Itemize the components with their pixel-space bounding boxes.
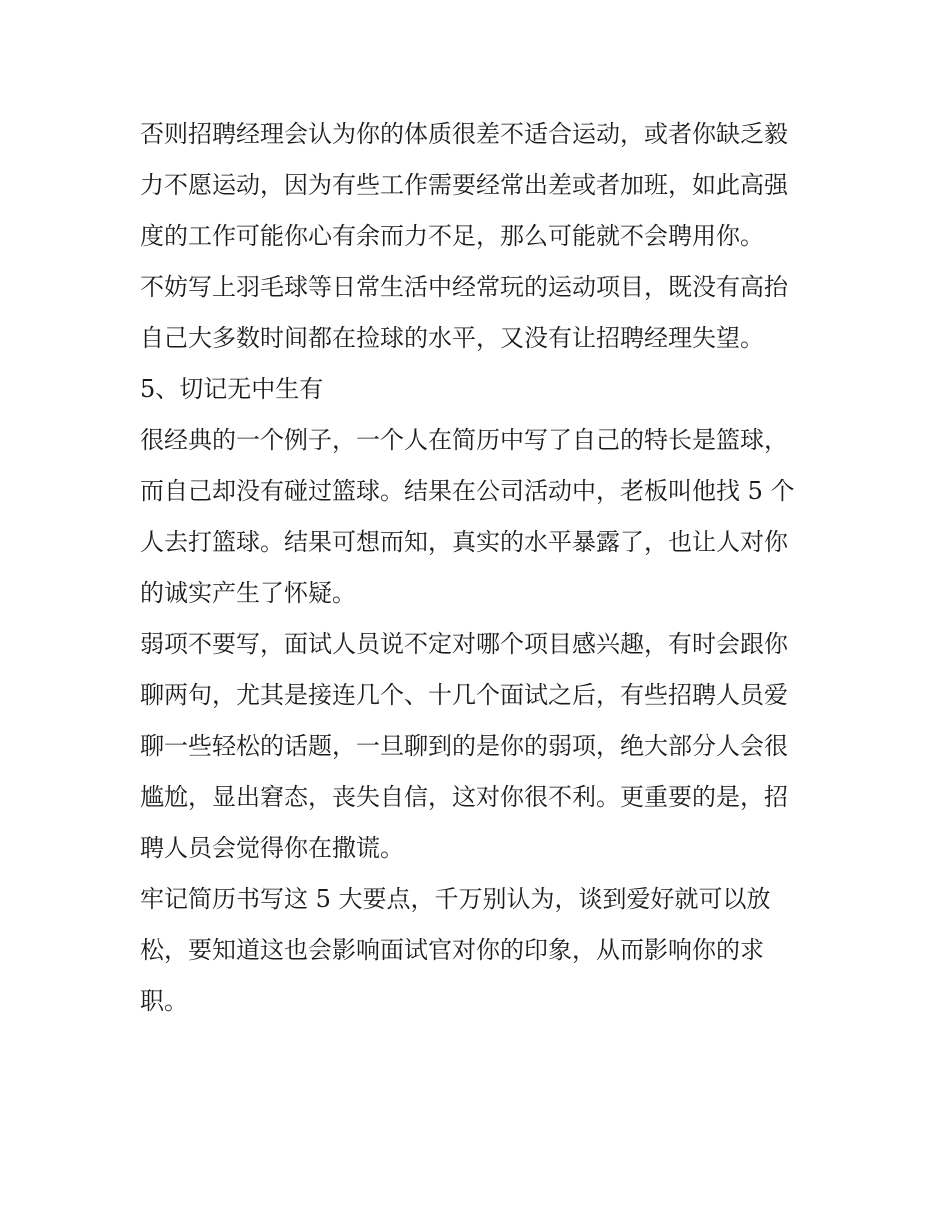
text-line: 聘人员会觉得你在撒谎。 [140, 834, 404, 862]
text-line: 弱项不要写，面试人员说不定对哪个项目感兴趣，有时会跟你 [140, 630, 788, 658]
text-line: 而自己却没有碰过篮球。结果在公司活动中，老板叫他找 5 个 [140, 477, 795, 505]
text-line: 聊两句，尤其是接连几个、十几个面试之后，有些招聘人员爱 [140, 681, 788, 709]
text-line: 职。 [140, 987, 188, 1015]
text-line: 度的工作可能你心有余而力不足，那么可能就不会聘用你。 [140, 222, 764, 250]
text-line: 不妨写上羽毛球等日常生活中经常玩的运动项目，既没有高抬 [140, 273, 788, 301]
text-line: 否则招聘经理会认为你的体质很差不适合运动，或者你缺乏毅 [140, 120, 788, 148]
text-line: 牢记简历书写这 5 大要点，千万别认为，谈到爱好就可以放 [140, 885, 771, 913]
body-text [140, 109, 820, 1027]
text-line: 自己大多数时间都在捡球的水平，又没有让招聘经理失望。 [140, 324, 764, 352]
text-line: 聊一些轻松的话题，一旦聊到的是你的弱项，绝大部分人会很 [140, 732, 788, 760]
text-line: 松，要知道这也会影响面试官对你的印象，从而影响你的求 [140, 936, 764, 964]
section-heading: 5、切记无中生有 [140, 375, 324, 403]
text-line: 力不愿运动，因为有些工作需要经常出差或者加班，如此高强 [140, 171, 788, 199]
text-line: 人去打篮球。结果可想而知，真实的水平暴露了，也让人对你 [140, 528, 788, 556]
text-line: 的诚实产生了怀疑。 [140, 579, 356, 607]
text-line: 很经典的一个例子，一个人在简历中写了自己的特长是篮球， [140, 426, 788, 454]
text-line: 尴尬，显出窘态，丧失自信，这对你很不利。更重要的是，招 [140, 783, 788, 811]
